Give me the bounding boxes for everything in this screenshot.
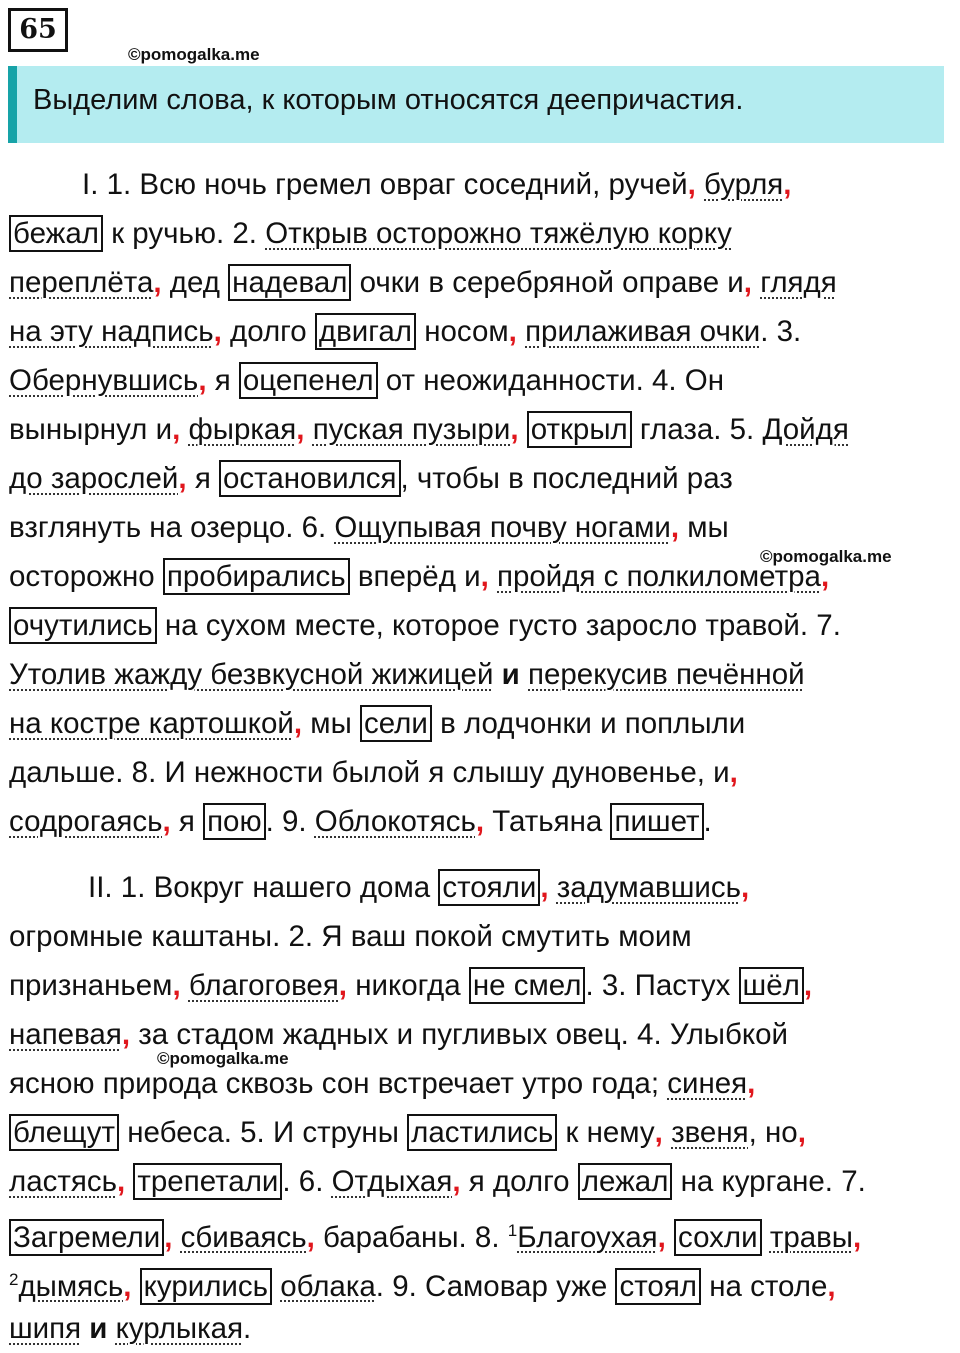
text-segment (181, 969, 189, 1002)
predicate-box: шёл (739, 967, 804, 1004)
participle-phrase: содрогаясь (9, 805, 163, 838)
participle-phrase: облака (280, 1269, 376, 1303)
comma-mark: , (172, 969, 181, 1002)
comma-mark: , (153, 266, 162, 299)
comma-mark: , (827, 1269, 836, 1303)
text-segment (272, 1270, 280, 1303)
text-line (9, 606, 841, 648)
conjunction: и (501, 658, 520, 691)
comma-mark: , (116, 1165, 126, 1198)
text-segment: небеса. 5. И струны (119, 1116, 408, 1149)
predicate-box: пишет (610, 803, 703, 840)
predicate-box: сохли (674, 1219, 762, 1256)
participle-phrase: ластясь (9, 1165, 117, 1198)
text-segment: Татьяна (484, 805, 611, 838)
text-line (82, 165, 791, 207)
predicate-box: сели (360, 705, 432, 742)
text-segment (666, 1221, 674, 1254)
predicate-box: курились (140, 1268, 272, 1305)
comma-mark: , (123, 1269, 132, 1303)
text-segment (489, 560, 497, 593)
text-segment: мы (679, 511, 729, 544)
text-line (9, 704, 745, 746)
predicate-box: остановился (219, 460, 401, 497)
participle-phrase: Ощупывая почву ногами (334, 511, 671, 544)
participle-phrase: перекусив печённой (528, 658, 805, 691)
comma-mark: , (198, 364, 207, 397)
text-line (9, 508, 729, 550)
text-segment (305, 413, 313, 446)
text-segment: взглянуть на озерцо. 6. (9, 511, 335, 544)
text-segment: вперёд и (349, 560, 481, 593)
participle-phrase: дымясь (18, 1269, 124, 1303)
text-segment: дальше. 8. И нежности былой я слышу дуновенье, и (9, 756, 730, 789)
text-segment: я (186, 462, 219, 495)
text-line (9, 802, 712, 844)
text-segment: признаньем (9, 969, 173, 1002)
text-segment: на столе (701, 1269, 828, 1303)
participle-phrase: задумавшись (556, 871, 741, 904)
text-segment: ясною природа сквозь сон встречает утро года; (9, 1067, 668, 1100)
comma-mark: , (729, 756, 738, 789)
text-segment: дед (161, 266, 229, 299)
text-segment (762, 1221, 770, 1254)
text-line (9, 410, 849, 452)
comma-mark: , (783, 168, 792, 201)
participle-phrase: звеня (671, 1116, 749, 1149)
participle-phrase: синея (667, 1067, 748, 1100)
participle-phrase: Благоухая (517, 1220, 658, 1254)
comma-mark: , (306, 1220, 315, 1254)
participle-phrase: пройдя с полкилометра (497, 560, 821, 593)
text-segment: . (243, 1312, 252, 1345)
instruction-text: Выделим слова, к которым относятся деепричастия. (33, 84, 744, 116)
text-segment: , но (748, 1116, 798, 1149)
comma-mark: , (178, 462, 187, 495)
predicate-box: надевал (228, 264, 351, 301)
text-line (9, 557, 829, 599)
text-segment (663, 1116, 671, 1149)
instruction-banner (8, 66, 944, 143)
text-segment (517, 315, 525, 348)
text-segment: никогда (347, 969, 469, 1002)
comma-mark: , (162, 805, 171, 838)
text-segment: носом (416, 315, 509, 348)
participle-phrase: бурля (704, 168, 784, 201)
text-segment: . 3. (760, 315, 802, 348)
comma-mark: , (687, 168, 696, 201)
text-line (9, 1015, 788, 1057)
text-segment: я (170, 805, 204, 838)
comma-mark: , (853, 1220, 862, 1254)
text-segment: к нему (557, 1116, 655, 1149)
watermark: ©pomogalka.me (157, 1049, 289, 1068)
footnote-mark: 2 (9, 1270, 19, 1289)
text-segment: к ручью. 2. (103, 217, 266, 250)
participle-phrase: шипя (9, 1312, 82, 1345)
comma-mark: , (475, 805, 485, 838)
comma-mark: , (480, 560, 489, 593)
comma-mark: , (747, 1067, 756, 1100)
watermark: ©pomogalka.me (760, 547, 892, 566)
footnote-mark: 1 (507, 1221, 518, 1240)
comma-mark: , (797, 1116, 806, 1149)
participle-phrase: пуская пузыри (312, 413, 511, 446)
text-segment (172, 1221, 180, 1254)
comma-mark: , (657, 1220, 666, 1254)
text-line (9, 312, 801, 354)
text-line (9, 1162, 866, 1204)
comma-mark: , (452, 1165, 461, 1198)
text-line (9, 1064, 755, 1106)
text-line (9, 263, 837, 305)
text-line (9, 214, 732, 256)
participle-phrase: на костре картошкой (9, 707, 294, 740)
predicate-box: очутились (9, 607, 157, 644)
comma-mark: , (508, 315, 517, 348)
text-segment: долго (221, 315, 315, 348)
predicate-box: двигал (315, 313, 416, 350)
text-segment (696, 168, 704, 201)
text-segment: за стадом жадных и пугливых овец. 4. Улыбкой (130, 1018, 789, 1051)
participle-phrase: напевая (9, 1018, 122, 1051)
comma-mark: , (803, 969, 813, 1002)
text-segment: . 3. Пастух (585, 969, 739, 1002)
predicate-box: Загремели (9, 1219, 164, 1256)
comma-mark: , (510, 413, 519, 446)
participle-phrase: фыркая (188, 413, 297, 446)
comma-mark: , (172, 413, 181, 446)
text-segment: от неожиданности. 4. Он (377, 364, 725, 397)
comma-mark: , (540, 871, 549, 904)
text-line (9, 1309, 251, 1351)
text-segment: . 6. (282, 1165, 332, 1198)
text-segment (549, 871, 557, 904)
participle-phrase: травы (769, 1220, 854, 1254)
participle-phrase: Утолив жажду безвкусной жижицей (9, 658, 494, 691)
predicate-box: ластились (407, 1114, 557, 1151)
participle-phrase: сбиваясь (180, 1220, 307, 1254)
text-segment: . 9. (265, 805, 315, 838)
text-line (9, 966, 812, 1008)
text-segment (107, 1312, 115, 1345)
comma-mark: , (820, 560, 830, 593)
predicate-box: открыл (527, 411, 632, 448)
comma-mark: , (654, 1116, 663, 1149)
watermark: ©pomogalka.me (128, 45, 260, 64)
predicate-box: пробирались (163, 558, 350, 595)
text-line (88, 868, 749, 910)
participle-phrase: курлыкая (115, 1312, 244, 1345)
text-segment: II. 1. Вокруг нашего дома (88, 871, 439, 904)
participle-phrase: на эту надпись (9, 315, 214, 348)
text-segment: очки в серебряной оправе и (351, 266, 744, 299)
comma-mark: , (213, 315, 222, 348)
predicate-box: стоял (615, 1268, 701, 1305)
text-segment (131, 1270, 139, 1303)
text-line (9, 1113, 806, 1155)
text-segment: барабаны. 8. (314, 1220, 508, 1254)
predicate-box: лежал (578, 1163, 673, 1200)
text-segment (520, 658, 528, 691)
exercise-number: 65 (8, 8, 68, 52)
text-segment (752, 266, 760, 299)
text-segment: , чтобы в последний раз (400, 462, 733, 495)
text-segment: в лодчонки и поплыли (431, 707, 746, 740)
text-line (9, 361, 724, 403)
predicate-box: блещут (9, 1114, 119, 1151)
predicate-box: трепетали (133, 1163, 282, 1200)
text-segment: I. 1. Всю ночь гремел овраг соседний, ручей (82, 168, 688, 201)
predicate-box: бежал (9, 215, 103, 252)
text-line (9, 1260, 836, 1302)
text-segment: на кургане. 7. (672, 1165, 866, 1198)
participle-phrase: Облокотясь (314, 805, 476, 838)
participle-phrase: прилаживая очки (525, 315, 761, 348)
comma-mark: , (743, 266, 752, 299)
comma-mark: , (670, 511, 680, 544)
participle-phrase: Открыв осторожно тяжёлую корку (265, 217, 732, 250)
comma-mark: , (121, 1018, 131, 1051)
participle-phrase: Отдыхая (331, 1165, 453, 1198)
comma-mark: , (164, 1220, 173, 1254)
text-segment: осторожно (9, 560, 163, 593)
participle-phrase: переплёта (9, 266, 154, 299)
predicate-box: пою (203, 803, 266, 840)
text-segment (519, 413, 527, 446)
text-segment (493, 658, 501, 691)
comma-mark: , (338, 969, 347, 1002)
comma-mark: , (293, 707, 303, 740)
predicate-box: не смел (469, 967, 586, 1004)
text-segment: огромные каштаны. 2. Я ваш покой смутить моим (9, 920, 692, 953)
predicate-box: оцепенел (239, 362, 378, 399)
predicate-box: стояли (438, 869, 540, 906)
participle-phrase: до зарослей (9, 462, 179, 495)
text-line (9, 753, 738, 795)
text-line (9, 655, 805, 697)
text-segment: вынырнул и (9, 413, 173, 446)
text-segment: на сухом месте, которое густо заросло травой. 7. (156, 609, 841, 642)
participle-phrase: Обернувшись (9, 364, 199, 397)
text-line (9, 459, 733, 501)
participle-phrase: Дойдя (762, 413, 849, 446)
text-line (9, 1211, 861, 1253)
text-segment: я (206, 364, 239, 397)
text-segment: я долго (460, 1165, 578, 1198)
text-segment: . 9. Самовар уже (375, 1269, 616, 1303)
text-segment: . (703, 805, 712, 838)
text-segment: мы (302, 707, 360, 740)
participle-phrase: благоговея (188, 969, 339, 1002)
comma-mark: , (740, 871, 750, 904)
text-line (9, 917, 692, 959)
participle-phrase: глядя (760, 266, 837, 299)
comma-mark: , (296, 413, 305, 446)
conjunction: и (89, 1312, 108, 1345)
text-segment: глаза. 5. (631, 413, 763, 446)
